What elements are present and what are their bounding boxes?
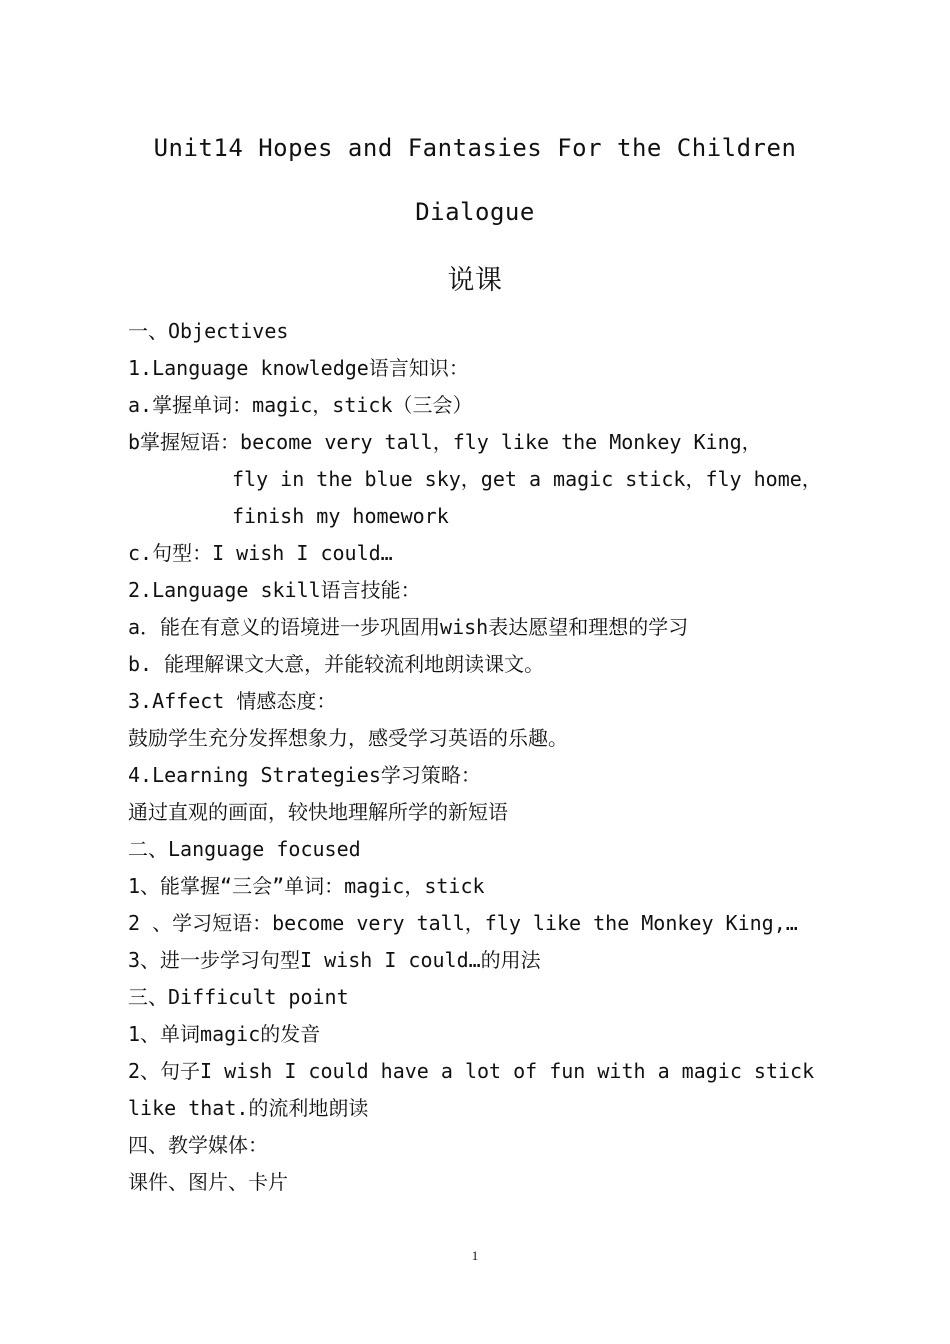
text-line: 2 、学习短语：become very tall，fly like the Monkey King,… [128,911,798,935]
text-line: a．能在有意义的语境进一步巩固用wish表达愿望和理想的学习 [128,615,689,639]
subheading-language-knowledge: 1.Language knowledge语言知识： [128,356,469,380]
text-line: a.掌握单词：magic，stick（三会） [128,393,473,417]
section-heading-media: 四、教学媒体： [128,1133,268,1157]
text-line: 2、句子I wish I could have a lot of fun with a magic stick [128,1059,815,1083]
text-line: b. 能理解课文大意，并能较流利地朗读课文。 [128,652,545,676]
subheading-learning-strategies: 4.Learning Strategies学习策略： [128,763,481,787]
section-heading-objectives: 一、Objectives [128,319,289,343]
document-heading: 说课 [447,265,503,296]
page-number: 1 [471,1248,479,1263]
subheading-language-skill: 2.Language skill语言技能： [128,578,421,602]
section-heading-language-focused: 二、Language focused [128,837,361,861]
document-subtitle: Dialogue [415,198,535,226]
subheading-affect: 3.Affect 情感态度： [128,689,337,713]
text-line: like that.的流利地朗读 [128,1096,369,1120]
document-body [128,313,848,1201]
text-line: 课件、图片、卡片 [128,1170,288,1194]
text-line-indented: fly in the blue sky，get a magic stick，fly home， [232,467,822,491]
text-line: 1、单词magic的发音 [128,1022,321,1046]
text-line: 3、进一步学习句型I wish I could…的用法 [128,948,541,972]
text-line: 通过直观的画面，较快地理解所学的新短语 [128,800,508,824]
text-line-indented: finish my homework [232,504,449,528]
text-line: 鼓励学生充分发挥想象力，感受学习英语的乐趣。 [128,726,568,750]
text-line: b掌握短语：become very tall，fly like the Monkey King， [128,430,762,454]
text-line: 1、能掌握“三会”单词：magic，stick [128,874,485,898]
document-title: Unit14 Hopes and Fantasies For the Children [153,134,797,162]
section-heading-difficult-point: 三、Difficult point [128,985,349,1009]
text-line: c.句型：I wish I could… [128,541,393,565]
